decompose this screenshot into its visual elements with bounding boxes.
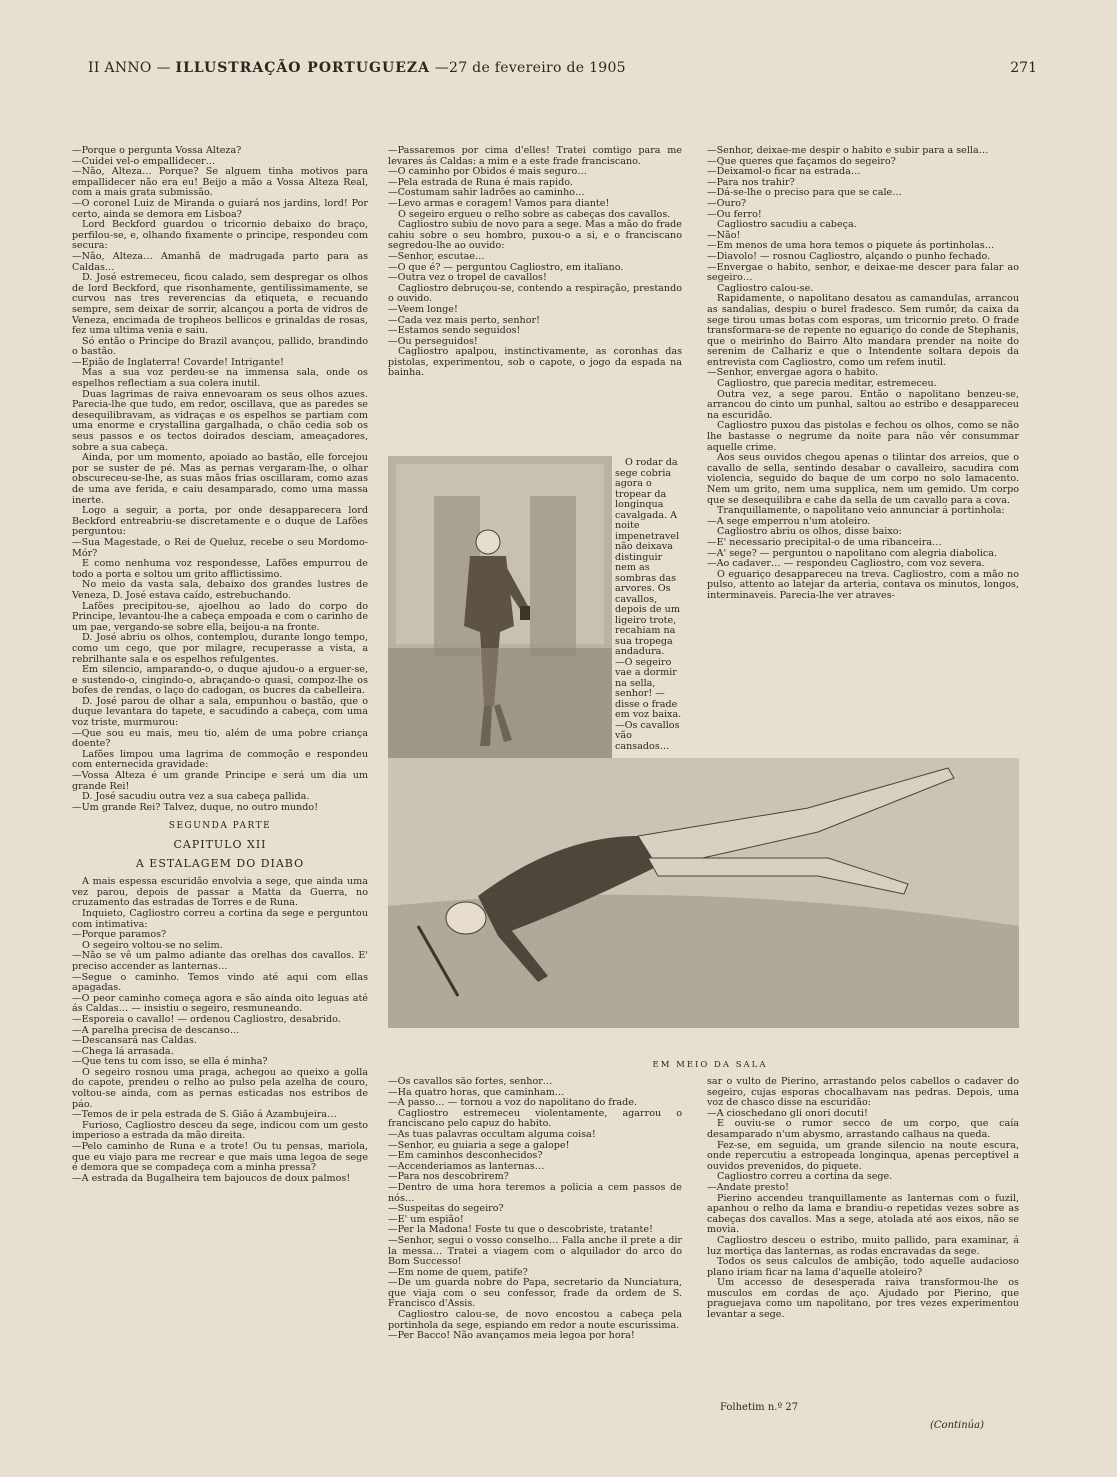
col5-paragraph: Todos os seus calculos de ambição, todo aquelle audacioso plano iriam ficar na lama d'aquelle atoleiro? [707, 1256, 1019, 1278]
col5-paragraph: Cagliostro correu a cortina da sege. [717, 1171, 893, 1183]
col3-paragraph: —Não! [707, 229, 741, 241]
col1-paragraph: —Porque o pergunta Vossa Alteza? [72, 146, 242, 156]
col3-paragraph: —A sege emperrou n'um atoleiro. [707, 515, 871, 527]
col4-paragraph: Cagliostro calou-se, de novo encostou a cabeça pela portinhola da sege, espiando em redor a noute escurissima. [388, 1309, 682, 1331]
col3-paragraph: —Ao cadaver… — respondeu Cagliostro, com voz severa. [707, 558, 985, 570]
col1-paragraph: Ainda, por um momento, apoiado ao bastão, elle forcejou por se suster de pé. Mas as pernas vergaram-lhe, o olhar obscureceu-se-lhe, as suas mãos frias oscillaram, como azas de uma ave ferida, e caiu desamparado, como uma massa inerte. [72, 452, 368, 506]
col4-paragraph: —Senhor, eu guiaria a sege a galope! [388, 1139, 570, 1151]
col2-paragraph: —Ou perseguidos! [388, 335, 478, 347]
col1b-paragraph: O segeiro rosnou uma praga, achegou ao queixo a golla do capote, prendeu o relho ao pulso pela azelha de couro, voltou-se ainda, com as pernas esticadas nos estribos de páo. [72, 1066, 368, 1110]
column-5 [707, 1077, 1019, 1417]
col3-paragraph: —Senhor, deixae-me despir o habito e subir para a sella… [707, 146, 989, 156]
col1b-paragraph: —Temos de ir pela estrada de S. Gião á Azambujeira… [72, 1109, 337, 1121]
col1-paragraph: —Sua Magestade, o Rei de Queluz, recebe o seu Mordomo-Mór? [72, 536, 368, 559]
narrow-paragraph: —Os cavallos vão cansados… [615, 719, 680, 752]
col3-paragraph: Tranquillamente, o napolitano veio annunciar á portinhola: [717, 505, 1005, 517]
col1b-paragraph: Inquieto, Cagliostro correu a cortina da sege e perguntou com intimativa: [72, 907, 368, 930]
col3-paragraph: —Senhor, envergae agora o habito. [707, 367, 879, 379]
col3-paragraph: —Em menos de uma hora temos o piquete ás portinholas… [707, 240, 995, 252]
magazine-title: ILLUSTRAÇÃO PORTUGUEZA [175, 60, 430, 76]
col2-paragraph: —Levo armas e coragem! Vamos para diante! [388, 197, 610, 209]
continues-note: (Continúa) [930, 1420, 984, 1431]
col1b-paragraph: —A parelha precisa de descanso… [72, 1024, 240, 1036]
col1-paragraph: E como nenhuma voz respondesse, Lafões empurrou de todo a porta e soltou um grito afflictissimo. [72, 558, 368, 580]
col4-paragraph: —As tuas palavras occultam alguma coisa! [388, 1128, 596, 1140]
col1-paragraph: Lord Beckford guardou o tricornio debaixo do braço, perfilou-se, e, olhando fixamente o principe, respondeu com secura: [72, 219, 368, 252]
illustration-caption: EM MEIO DA SALA [652, 1060, 768, 1070]
col4-paragraph: —De um guarda nobre do Papa, secretario da Nunciatura, que viaja com o seu confessor, frade da ordem de S. Francisco d'Assis. [388, 1277, 682, 1310]
illustration [388, 456, 1019, 1056]
col4-paragraph: —A passo… — tornou a voz do napolitano do frade. [388, 1097, 638, 1109]
col4-paragraph: —Para nos descobrirem? [388, 1171, 509, 1183]
col1-text [72, 146, 368, 813]
col3-paragraph: —Deixamol-o ficar na estrada… [707, 166, 861, 178]
col1-paragraph: —Não, Alteza… Porque? Se alguem tinha motivos para empallidecer não era eu! Beijo a mão a Vossa Alteza Real, com a mais grata submissão. [72, 166, 368, 199]
col4-paragraph: —Os cavallos são fortes, senhor… [388, 1077, 553, 1087]
col4-paragraph: Cagliostro estremeceu violentamente, agarrou o franciscano pelo capuz do habito. [388, 1107, 682, 1130]
col1b-paragraph: —A estrada da Bugalheira tem bajoucos de doux palmos! [72, 1172, 351, 1184]
col3-paragraph: Cagliostro puxou das pistolas e fechou os olhos, como se não lhe bastasse o negrume da noite para não vêr consummar aquelle crime. [707, 420, 1019, 453]
col4-paragraph: —Accenderiamos as lanternas… [388, 1160, 545, 1172]
masthead-line [88, 60, 626, 76]
col1-paragraph: D. José abriu os olhos, contemplou, durante longo tempo, como um cego, que por milagre, recuperasse a vista, a rebrilhante sala e os espelhos refulgentes. [72, 632, 368, 665]
col4-text [388, 1077, 682, 1342]
col5-paragraph: —A cioschedano gli onori docuti! [707, 1107, 868, 1119]
col1-paragraph: D. José sacudiu outra vez a sua cabeça pallida. [82, 791, 310, 803]
col3-paragraph: —Para nos trahir? [707, 176, 795, 188]
col2-paragraph: —Pela estrada de Runa é mais rapido. [388, 176, 573, 188]
col4-paragraph: —Em nome de quem, patife? [388, 1266, 528, 1278]
col1-paragraph: Lafões limpou uma lagrima de commoção e respondeu com enternecida gravidade: [72, 748, 368, 771]
narrow-paragraph: O rodar da sege cobria agora o tropear da longinqua cavalgada. A noite impenetravel não deixava distinguir nem as sombras das arvores. Os cavallos, depois de um ligeiro trote, recahiam na sua tropega andadura. [615, 458, 680, 657]
col1b-paragraph: —O peor caminho começa agora e são ainda oito leguas até ás Caldas… — insistiu o segeiro, resmuneando. [72, 992, 368, 1015]
col3-paragraph: Outra vez, a sege parou. Então o napolitano benzeu-se, arrancou do cinto um punhal, saltou ao estribo e desappareceu na escuridão. [707, 388, 1019, 421]
col1b-paragraph: —Pelo caminho de Runa e a trote! Ou tu pensas, mariola, que eu viajo para me recrear e que mais uma legoa de sege é demora que se compadeça com a minha pressa? [72, 1141, 368, 1174]
col2-paragraph: —Senhor, escutae… [388, 250, 485, 262]
col1-paragraph: D. José parou de olhar a sala, empunhou o bastão, que o duque levantara do tapete, e sacudindo a cabeça, com uma voz triste, murmurou: [72, 695, 368, 729]
col3-paragraph: —Ouro? [707, 197, 747, 209]
col3-paragraph: Cagliostro sacudiu a cabeça. [717, 219, 857, 231]
col3-paragraph: Cagliostro abriu os olhos, disse baixo: [717, 526, 902, 538]
col2-paragraph: —Passaremos por cima d'elles! Tratei comtigo para me levares ás Caldas: a mim e a este frade franciscano. [388, 146, 682, 167]
col5-paragraph: Cagliostro desceu o estribo, muito pallido, para examinar, á luz mortiça das lanternas, as rodas encravadas da sege. [707, 1234, 1019, 1257]
issue-label: II ANNO — [88, 60, 171, 76]
page-header [88, 60, 1037, 82]
col3-paragraph: Aos seus ouvidos chegou apenas o tilintar dos arreios, que o cavallo de sella, sentindo desabar o cavalleiro, sacudira com violencia, seguido do baque de um corpo no solo lamacento. Nem um grito, nem uma supplica, nem um gemido. Um corpo que se desequilibra e cahe da sella de um cavallo para a cova. [707, 452, 1019, 506]
col4-paragraph: —E' um espião! [388, 1213, 464, 1225]
col5-paragraph: Um accesso de desesperada raiva transformou-lhe os musculos em cordas de aço. Ajudado por Pierino, que praguejava como um napolitano, por tres vezes experimentou levantar a sege. [707, 1277, 1019, 1321]
col1-paragraph: No meio da vasta sala, debaixo dos grandes lustres de Veneza, D. José estava caído, estrebuchando. [72, 579, 368, 601]
col5-paragraph: sar o vulto de Pierino, arrastando pelos cabellos o cadaver do segeiro, cujas esporas chocalhavam nas pedras. Depois, uma voz de chasco disse na escuridão: [707, 1077, 1019, 1109]
col2-paragraph: —O caminho por Obidos é mais seguro… [388, 166, 587, 178]
col3-paragraph: —Diavolo! — rosnou Cagliostro, alçando o punho fechado. [707, 250, 991, 262]
serial-signature: Folhetim n.º 27 [720, 1402, 799, 1413]
column-4 [388, 1077, 682, 1407]
col4-paragraph: —Senhor, segui o vosso conselho… Falla anche il prete a dir la messa… Tratei a viagem com o alquilador do arco do Bom Successo! [388, 1234, 682, 1268]
col1-paragraph: —Vossa Alteza é um grande Principe e será um dia um grande Rei! [72, 770, 368, 792]
chapter-number: CAPITULO XII [173, 838, 267, 851]
col1-paragraph: Duas lagrimas de raiva ennevoaram os seus olhos azues. Parecia-lhe que tudo, em redor, oscillava, que as paredes se desequilibravam, as vidraças e os espelhos se partiam com uma enorme e crystallina gargalhada, o chão cedia sob os seus passos e os tectos doirados desciam, ameaçadores, sobre a sua cabeça. [72, 388, 368, 453]
col2-paragraph: —Outra vez o tropel de cavallos! [388, 272, 547, 284]
col1-paragraph: —O coronel Luiz de Miranda o guiará nos jardins, lord! Por certo, ainda se demora em Lisboa? [72, 197, 368, 220]
col1b-paragraph: —Porque paramos? [72, 929, 167, 941]
col3-paragraph: —E' necessario precipital-o de uma ribanceira… [707, 536, 942, 548]
col1b-paragraph: A mais espessa escuridão envolvia a sege, que ainda uma vez parou, depois de passar a Matta da Guerra, no cruzamento das estradas de Torres e de Runa. [72, 876, 368, 909]
col2-paragraph: —Veem longe! [388, 303, 458, 315]
col3-paragraph: —Dá-se-lhe o preciso para que se cale… [707, 187, 902, 199]
part-title: SEGUNDA PARTE [168, 821, 272, 832]
issue-date: —27 de fevereiro de 1905 [434, 60, 626, 76]
col1b-paragraph: —Descansará nas Caldas. [72, 1035, 197, 1047]
col1b-paragraph: —Esporeia o cavallo! — ordenou Cagliostro, desabrido. [72, 1013, 341, 1025]
col1-paragraph: Só então o Principe do Brazil avançou, pallido, brandindo o bastão. [72, 335, 368, 358]
col2-paragraph: Cagliostro debruçou-se, contendo a respiração, prestando o ouvido. [388, 282, 682, 305]
col2-text [388, 146, 682, 379]
col1-paragraph: D. José estremeceu, ficou calado, sem despregar os olhos de lord Beckford, que risonhamente, gentilissimamente, se curvou nas tres reverencias da etiqueta, e recuando sempre, sem deixar de sorrir, alcançou a porta de vidros de Veneza, encimada de tropheos bellicos e grinaldas de rosas, fez uma ultima venia e saiu. [72, 272, 368, 337]
col4-paragraph: —Per la Madona! Foste tu que o descobriste, tratante! [388, 1224, 653, 1236]
column-1 [72, 146, 368, 1396]
col3-paragraph: Cagliostro calou-se. [717, 282, 814, 294]
col2-paragraph: O segeiro ergueu o relho sobre as cabeças dos cavallos. [398, 208, 671, 220]
col1-paragraph: Mas a sua voz perdeu-se na immensa sala, onde os espelhos reflectiam a sua colera inutil. [72, 367, 368, 390]
col4-paragraph: —Dentro de uma hora teremos a policia a cem passos de nós… [388, 1181, 682, 1204]
page-number: 271 [1010, 60, 1037, 76]
col3-paragraph: Rapidamente, o napolitano desatou as camandulas, arrancou as sandalias, despiu o burel fradesco. Sem rumôr, da caixa da sege tirou umas botas com esporas, um tricornio preto. O frade transformara-se de repente no eguariço do conde de Stephanis, que o meirinho do Bairro Alto mandara prender na noite do serenim de Calhariz e que o Intendente soltara depois da entrevista com Cagliostro, como um refem inutil. [707, 293, 1019, 368]
col5-paragraph: —Andate presto! [707, 1181, 789, 1193]
col1-paragraph: —Cuidei vel-o empallidecer… [72, 155, 216, 167]
col5-paragraph: Pierino accendeu tranquillamente as lanternas com o fuzil, apanhou o relho da lama e brandiu-o repetidas vezes sobre as cabeças dos cavallos. Mas a sege, atolada até aos eixos, não se movia. [707, 1192, 1019, 1236]
col4-paragraph: —Em caminhos desconhecidos? [388, 1150, 543, 1162]
chapter-title: A ESTALAGEM DO DIABO [135, 856, 305, 870]
col2-paragraph: —Costumam sahir ladrões ao caminho… [388, 187, 585, 199]
col2-paragraph: —O que é? — perguntou Cagliostro, em italiano. [388, 261, 624, 273]
col1-paragraph: Lafões precipitou-se, ajoelhou ao lado do corpo do Principe, levantou-lhe a cabeça empoada e com o carinho de um pae, vergando-se sobre ella, beijou-a na fronte. [72, 600, 368, 633]
col4-paragraph: —Ha quatro horas, que caminham… [388, 1086, 565, 1098]
col4-paragraph: —Suspeitas do segeiro? [388, 1203, 504, 1215]
col1b-paragraph: —Chega lá arrasada. [72, 1045, 174, 1057]
col1-paragraph: —Epião de Inglaterra! Covarde! Intrigante! [72, 356, 284, 368]
col1-paragraph: Em silencio, amparando-o, o duque ajudou-o a erguer-se, e sustendo-o, cingindo-o, abraçando-o quasi, compoz-lhe os bofes de rendas, o laço do cadogan, os bucres da cabelleira. [72, 664, 368, 697]
col1b-paragraph: O segeiro voltou-se no selim. [82, 939, 223, 951]
col1b-paragraph: —Que tens tu com isso, se ella é minha? [72, 1056, 268, 1068]
col2-paragraph: Cagliostro subiu de novo para a sege. Mas a mão do frade cahiu sobre o seu hombro, puxou-o a si, e o franciscano segredou-lhe ao ouvido: [388, 219, 682, 252]
col5-paragraph: Fez-se, em seguida, um grande silencio na noute escura, onde repercutiu a estropeada longinqua, apenas perceptivel a ouvidos prevenidos, do piquete. [707, 1139, 1019, 1172]
col1b-paragraph: —Não se vê um palmo adiante das orelhas dos cavallos. E' preciso accender as lanternas… [72, 950, 368, 972]
col1b-paragraph: Furioso, Cagliostro desceu da sege, indicou com um gesto imperioso a estrada da mão direita. [72, 1119, 368, 1142]
col2-paragraph: —Cada vez mais perto, senhor! [388, 314, 540, 326]
col1b-text [72, 877, 368, 1184]
col3-paragraph: —A' sege? — perguntou o napolitano com alegria diabolica. [707, 547, 998, 559]
col3-paragraph: O eguariço desappareceu na treva. Cagliostro, com a mão no pulso, attento ao latejar da arteria, contava os minutos, longos, interminaveis. Parecia-lhe ver atraves- [707, 568, 1019, 601]
col2-paragraph: Cagliostro apalpou, instinctivamente, as coronhas das pistolas, experimentou, sob o capote, o jogo da espada na bainha. [388, 346, 682, 379]
col1-paragraph: —Não, Alteza… Amanhã de madrugada parto para as Caldas… [72, 250, 368, 273]
col4-paragraph: —Per Bacco! Não avançamos meia legoa por hora! [388, 1330, 635, 1342]
col1-paragraph: —Um grande Rei? Talvez, duque, no outro mundo! [72, 801, 319, 813]
col1-paragraph: Logo a seguir, a porta, por onde desapparecera lord Beckford entreabriu-se discretamente e o duque de Lafões perguntou: [72, 505, 368, 538]
col3-paragraph: —Ou ferro! [707, 208, 762, 220]
column-2 [388, 146, 682, 460]
col5-text [707, 1077, 1019, 1321]
col3-paragraph: —Envergae o habito, senhor, e deixae-me descer para falar ao segeiro… [707, 261, 1019, 284]
col1-paragraph: —Que sou eu mais, meu tio, além de uma pobre criança doente? [72, 727, 368, 750]
narrow-paragraph: —O segeiro vae a dormir na sella, senhor! — disse o frade em voz baixa. [615, 656, 682, 720]
col1b-paragraph: —Segue o caminho. Temos vindo até aqui com ellas apagadas. [72, 971, 368, 994]
col5-paragraph: E ouviu-se o rumor secco de um corpo, que caía desamparado n'um abysmo, arrastando calhaus na queda. [707, 1118, 1019, 1140]
col3-paragraph: Cagliostro, que parecia meditar, estremeceu. [717, 378, 937, 390]
col2-paragraph: —Estamos sendo seguidos! [388, 325, 521, 337]
col3-paragraph: —Que queres que façamos do segeiro? [707, 155, 896, 167]
